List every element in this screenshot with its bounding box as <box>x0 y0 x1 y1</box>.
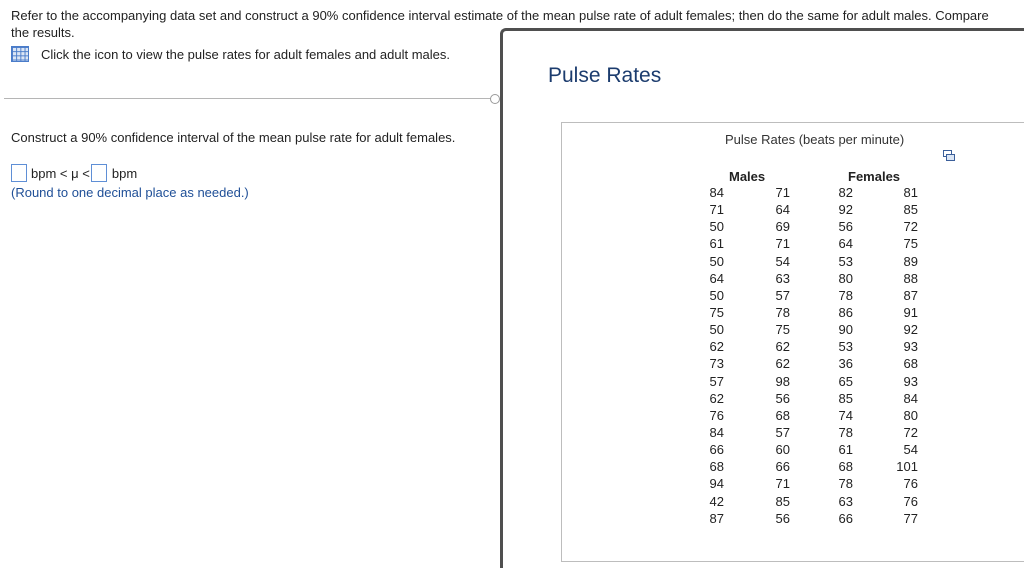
section-divider <box>4 98 494 99</box>
table-cell: 92 <box>903 322 918 338</box>
table-cell: 76 <box>903 476 918 492</box>
divider-handle[interactable] <box>490 94 500 104</box>
table-grid-icon[interactable] <box>11 46 29 62</box>
males-header: Males <box>729 169 766 184</box>
table-cell: 101 <box>896 459 918 475</box>
confidence-interval-answer <box>11 163 137 183</box>
table-cell: 56 <box>775 390 790 406</box>
table-cell: 98 <box>775 373 790 389</box>
table-cell: 57 <box>709 373 724 389</box>
table-cell: 74 <box>838 407 853 423</box>
table-cell: 84 <box>709 185 724 200</box>
table-cell: 76 <box>903 493 918 509</box>
table-cell: 72 <box>903 424 918 440</box>
view-data-label: Click the icon to view the pulse rates for adult females and adult males. <box>41 46 450 62</box>
table-cell: 63 <box>838 493 853 509</box>
table-caption: Pulse Rates (beats per minute) <box>725 132 905 147</box>
mu-symbol: μ <box>71 165 79 181</box>
part-a-prompt: Construct a 90% confidence interval of the mean pulse rate for adult females. <box>11 130 456 145</box>
females-header: Females <box>848 169 901 184</box>
popup-title: Pulse Rates <box>548 64 662 87</box>
table-cell: 78 <box>838 287 853 303</box>
table-cell: 56 <box>838 219 853 235</box>
table-cell: 81 <box>903 185 918 200</box>
table-cell: 50 <box>709 219 724 235</box>
table-cell: 66 <box>709 442 724 458</box>
table-cell: 87 <box>709 510 724 526</box>
table-cell: 91 <box>903 304 918 320</box>
table-cell: 90 <box>838 322 853 338</box>
table-cell: 56 <box>775 510 790 526</box>
table-cell: 75 <box>709 304 724 320</box>
table-cell: 88 <box>903 270 918 286</box>
table-cell: 76 <box>709 407 724 423</box>
table-cell: 75 <box>903 236 918 252</box>
table-cell: 93 <box>903 339 918 355</box>
unit-right: bpm <box>111 165 138 181</box>
less-than-sign-2: < <box>82 165 90 181</box>
table-cell: 85 <box>903 202 918 218</box>
table-cell: 82 <box>838 185 853 200</box>
table-cell: 68 <box>903 356 918 372</box>
table-cell: 54 <box>903 442 918 458</box>
table-cell: 85 <box>838 390 853 406</box>
table-cell: 77 <box>903 510 918 526</box>
table-cell: 87 <box>903 287 918 303</box>
table-cell: 64 <box>775 202 790 218</box>
table-cell: 71 <box>709 202 724 218</box>
lower-bound-input[interactable] <box>11 164 27 182</box>
table-cell: 69 <box>775 219 790 235</box>
table-cell: 92 <box>838 202 853 218</box>
females-column-1 <box>813 184 853 527</box>
table-cell: 50 <box>709 287 724 303</box>
table-cell: 62 <box>709 339 724 355</box>
table-cell: 80 <box>903 407 918 423</box>
table-cell: 78 <box>775 304 790 320</box>
table-cell: 85 <box>775 493 790 509</box>
table-cell: 42 <box>709 493 724 509</box>
table-cell: 36 <box>838 356 853 372</box>
table-cell: 64 <box>709 270 724 286</box>
table-cell: 57 <box>775 287 790 303</box>
table-cell: 61 <box>838 442 853 458</box>
table-cell: 68 <box>775 407 790 423</box>
table-cell: 63 <box>775 270 790 286</box>
pulse-rates-popup <box>500 28 1024 568</box>
table-cell: 50 <box>709 253 724 269</box>
table-cell: 54 <box>775 253 790 269</box>
less-than-sign-1: < <box>59 165 68 181</box>
table-cell: 78 <box>838 476 853 492</box>
males-column-1 <box>684 184 724 527</box>
table-cell: 53 <box>838 253 853 269</box>
table-cell: 80 <box>838 270 853 286</box>
table-cell: 62 <box>775 356 790 372</box>
table-cell: 65 <box>838 373 853 389</box>
table-cell: 94 <box>709 476 724 492</box>
table-cell: 61 <box>709 236 724 252</box>
upper-bound-input[interactable] <box>91 164 107 182</box>
table-cell: 78 <box>838 424 853 440</box>
table-cell: 60 <box>775 442 790 458</box>
table-cell: 66 <box>838 510 853 526</box>
table-cell: 62 <box>775 339 790 355</box>
table-cell: 50 <box>709 322 724 338</box>
question-text: Refer to the accompanying data set and construct a 90% confidence interval estimate of the mean pulse rate of adult females; then do the same for adult males. Compare the results. <box>11 8 989 40</box>
table-cell: 53 <box>838 339 853 355</box>
males-column-2 <box>750 184 790 527</box>
table-cell: 93 <box>903 373 918 389</box>
pulse-rates-table <box>561 122 1024 562</box>
unit-left: bpm <box>31 165 57 181</box>
table-cell: 62 <box>709 390 724 406</box>
table-cell: 57 <box>775 424 790 440</box>
table-cell: 89 <box>903 253 918 269</box>
table-cell: 68 <box>709 459 724 475</box>
table-cell: 71 <box>775 236 790 252</box>
view-data-link[interactable] <box>11 45 450 63</box>
females-column-2 <box>878 184 918 527</box>
table-cell: 64 <box>838 236 853 252</box>
table-cell: 68 <box>838 459 853 475</box>
table-cell: 75 <box>775 322 790 338</box>
table-cell: 66 <box>775 459 790 475</box>
copy-icon[interactable] <box>943 150 955 161</box>
rounding-hint: (Round to one decimal place as needed.) <box>11 185 249 200</box>
table-cell: 73 <box>709 356 724 372</box>
table-cell: 72 <box>903 219 918 235</box>
table-cell: 71 <box>775 476 790 492</box>
table-cell: 86 <box>838 304 853 320</box>
table-cell: 71 <box>775 185 790 200</box>
table-cell: 84 <box>903 390 918 406</box>
table-cell: 84 <box>709 424 724 440</box>
